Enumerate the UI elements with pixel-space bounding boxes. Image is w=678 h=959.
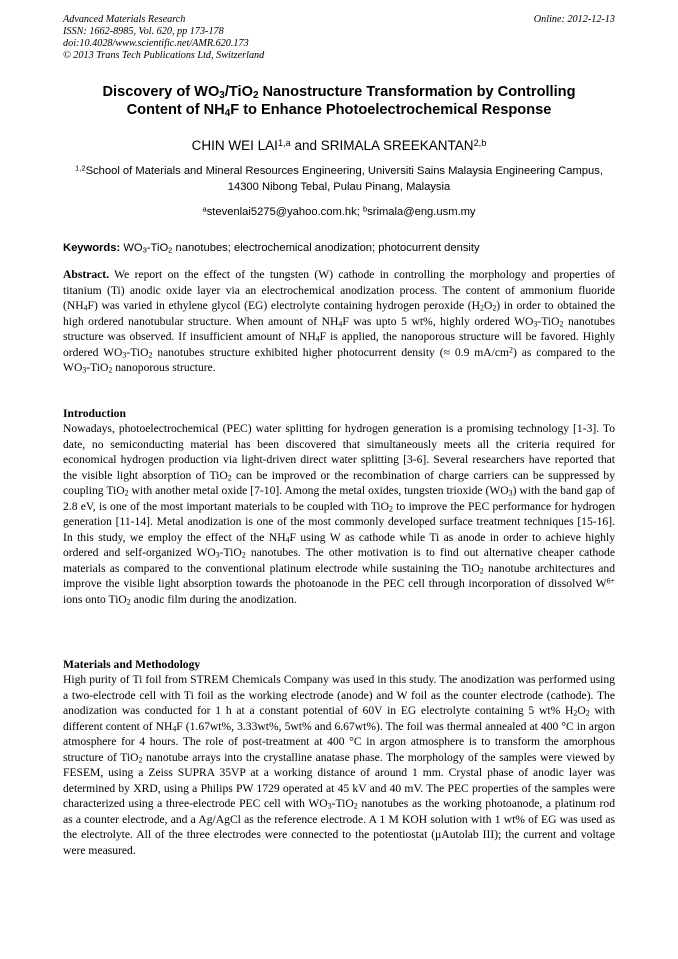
abstract-text: We report on the effect of the tungsten (W) cathode in controlling the morphology and properties of titanium (Ti) anodic oxide layer via an electrochemical anodization process. The content of ammonium fluoride $(NH_4F)$ was varied in ethylene glycol (EG) electrolyte containing hydrogen peroxide $(H_2O_2)$ in order to obtained the high ordered nanotubular structure. When amount of $NH_4F$ was upto 5 wt%, highly ordered $WO_3-TiO_2$ nanotubes structure was observed. If insufficient amount of $NH_4F$ is applied, the nanoporous structure will be favored. Highly ordered $WO_3-TiO_2$ nanotubes structure exhibited higher photocurrent density (≈ 0.9 $mA/cm^2$) as compared to the $WO_3-TiO_2$ nanoporous structure. <box>63 268 616 375</box>
author-list <box>63 137 615 155</box>
paper-title <box>63 83 615 119</box>
author-2-affil: 2,b <box>473 137 487 148</box>
author-1-affil: 1,a <box>277 137 291 148</box>
introduction-text <box>63 421 615 608</box>
journal-name: Advanced Materials Research <box>63 14 186 25</box>
journal-doi: doi:10.4028/www.scientific.net/AMR.620.173 <box>63 38 249 49</box>
methodology-heading: Materials and Methodology <box>63 658 201 671</box>
title-line-2: Content of $NH_4F$ to Enhance Photoelectrochemical Response <box>126 102 552 119</box>
title-line-1: Discovery of $WO_3/TiO_2$ Nanostructure Transformation by Controlling <box>102 84 576 101</box>
keywords-label: Keywords: <box>63 242 121 254</box>
affiliation-text: School of Materials and Mineral Resources Engineering, Universiti Sains Malaysia Engineering Campus, 14300 Nibong Tebal, Pulau Pinang, Malaysia <box>85 165 603 193</box>
abstract <box>63 267 615 376</box>
affiliation-sup: 1,2 <box>75 163 86 173</box>
email-a-sup: a <box>202 204 207 214</box>
introduction-heading: Introduction <box>63 407 126 420</box>
online-date: Online: 2012-12-13 <box>533 14 615 25</box>
journal-copyright: © 2013 Trans Tech Publications Ltd, Switzerland <box>63 50 265 61</box>
email-b-sup: b <box>362 204 368 214</box>
journal-issn: ISSN: 1662-8985, Vol. 620, pp 173-178 <box>63 26 224 37</box>
author-emails <box>63 205 615 220</box>
methodology-paragraph: High purity of Ti foil from STREM Chemicals Company was used in this study. The anodization was performed using a two-electrode cell with Ti foil as the working electrode (anode) and W foil as the counter electrode (cathode). The anodization was conducted for 1 h at a constant potential of 60V in EG electrolyte containing 5 wt% $H_2O_2$ with different content of $NH_4F$ (1.67wt%, 3.33wt%, 5wt% and 6.67wt%). The foil was thermal annealed at 400 °C in argon atmosphere for 4 hours. The role of post-treatment at 400 °C in argon atmosphere is to transform the amorphous structure of TiO$_2$ nanotube arrays into the crystalline anatase phase. The morphology of the samples were viewed by FESEM, using a Zeiss SUPRA 35VP at a working distance of around 1 mm. Crystal phase of anodic layer was determined by XRD, using a Philips PW 1729 operated at 45 kV and 40 mV. The PEC properties of the samples were characterized using a three-electrode PEC cell with $WO_3-TiO_2$ nanotubes as the working photoanode, a platinum rod as a counter electrode, and a Ag/AgCl as the reference electrode. A 1 M KOH solution with 1 wt% of EG was used as the electrolyte. All of the three electrodes were connected to the potentiostat (μAutolab III); the current and voltage were measured. <box>63 673 615 858</box>
methodology-text <box>63 672 615 859</box>
keywords <box>63 241 615 256</box>
author-conjunction: and <box>294 138 317 153</box>
email-a[interactable]: stevenlai5275@yahoo.com.hk; <box>206 206 360 218</box>
email-b[interactable]: srimala@eng.usm.my <box>367 206 476 218</box>
author-1: CHIN WEI LAI <box>191 138 278 153</box>
author-2: SRIMALA SREEKANTAN <box>320 138 474 153</box>
keywords-text: $WO_3-TiO_2$ nanotubes; electrochemical anodization; photocurrent density <box>123 242 480 255</box>
abstract-label: Abstract. <box>63 268 110 281</box>
affiliation <box>63 164 615 195</box>
journal-header <box>63 14 615 62</box>
introduction-paragraph: Nowadays, photoelectrochemical (PEC) water splitting for hydrogen generation is a promising technology [1-3]. To date, no semiconducting material has been discovered that simultaneously meets all the criteria required for economical hydrogen production via light-driven direct water splitting [3-6]. Several researchers have reported that the visible light absorption of TiO$_2$ can be improved or the recombination of charge carriers can be suppressed by coupling TiO$_2$ with another metal oxide [7-10]. Among the metal oxides, tungsten trioxide $(WO_3)$ with the band gap of 2.8 eV, is one of the most important materials to be coupled with TiO$_2$ to improve the PEC performance for hydrogen generation [11-14]. Metal anodization is one of the most commonly developed surface treatment techniques [15-16]. In this study, we employ the effect of the $NH_4F$ using W as cathode while Ti as anode in order to achieve highly ordered and self-organized $WO_3-TiO_2$ nanotubes. The other motivation is to find out alternative cheaper cathode materials as compared to the conventional platinum electrode while sustaining the TiO$_2$ nanotube architectures and improve the visible light absorption towards the photoanode in the PEC cell through incorporation of dissolved $W^{6+}$ ions onto TiO$_2$ anodic film during the anodization. <box>63 422 616 607</box>
